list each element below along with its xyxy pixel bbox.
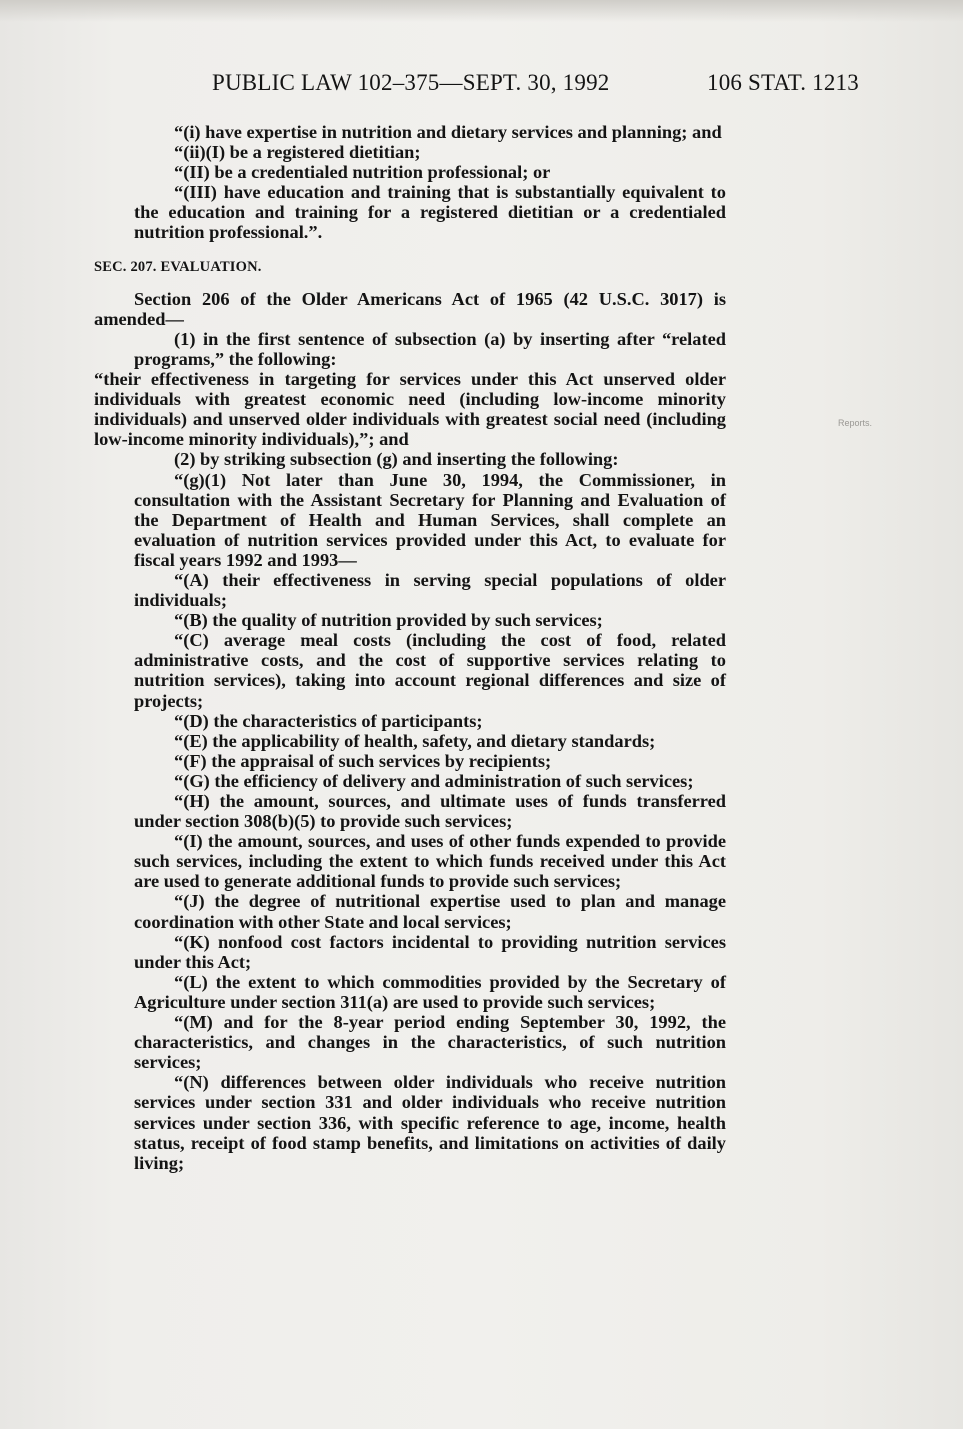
item-L: “(L) the extent to which commodities provided by the Secretary of Agriculture under section 311(a) are used to provide such services;	[134, 971, 726, 1012]
item-K: “(K) nonfood cost factors incidental to providing nutrition services under this Act;	[134, 931, 726, 972]
clause-III: “(III) have education and training that is substantially equivalent to the education and training for a registered dietitian or a credentialed nutrition professional.”.	[134, 182, 726, 243]
clause-II: “(II) be a credentialed nutrition professional; or	[174, 162, 551, 183]
section-heading: SEC. 207. EVALUATION.	[94, 258, 262, 275]
item-M: “(M) and for the 8-year period ending September 30, 1992, the characteristics, and changes in the characteristics, of such nutrition services;	[134, 1012, 726, 1073]
item-B: “(B) the quality of nutrition provided by such services;	[174, 610, 603, 631]
item-E: “(E) the applicability of health, safety, and dietary standards;	[174, 730, 656, 751]
amendment-1: (1) in the first sentence of subsection (a) by inserting after “related programs,” the following:	[134, 328, 726, 369]
item-D: “(D) the characteristics of participants;	[174, 710, 483, 731]
item-J: “(J) the degree of nutritional expertise used to plan and manage coordination with other State and local services;	[134, 891, 726, 932]
item-F: “(F) the appraisal of such services by recipients;	[174, 750, 552, 771]
clause-i: “(i) have expertise in nutrition and dietary services and planning; and	[174, 122, 722, 142]
subsection-g1: “(g)(1) Not later than June 30, 1994, the Commissioner, in consultation with the Assistant Secretary for Planning and Evaluation of the Department of Health and Human Services, shall complete an evaluation of nutrition services provided under this Act, to evaluate for fiscal years 1992 and 1993—	[134, 469, 726, 570]
clause-ii-I: “(ii)(I) be a registered dietitian;	[174, 142, 421, 163]
item-A: “(A) their effectiveness in serving special populations of older individuals;	[134, 569, 726, 611]
item-I: “(I) the amount, sources, and uses of other funds expended to provide such services, including the extent to which funds received under this Act are used to generate additional funds to provide such services;	[134, 831, 726, 892]
inserted-text: “their effectiveness in targeting for services under this Act unserved older individuals with greatest economic need (including low-income minority individuals) and unserved older individuals with greatest social need (including low-income minority individuals),”; and	[94, 369, 726, 450]
document-body	[94, 122, 726, 1173]
header-public-law: PUBLIC LAW 102–375—SEPT. 30, 1992	[212, 70, 610, 95]
item-H: “(H) the amount, sources, and ultimate uses of funds transferred under section 308(b)(5) to provide such services;	[134, 791, 726, 832]
amendment-2: (2) by striking subsection (g) and inserting the following:	[174, 449, 619, 470]
item-G: “(G) the efficiency of delivery and administration of such services;	[174, 770, 694, 791]
section-intro: Section 206 of the Older Americans Act of 1965 (42 U.S.C. 3017) is amended—	[94, 288, 726, 329]
header-stat-page: 106 STAT. 1213	[707, 70, 859, 95]
scan-edge-shadow	[0, 0, 963, 22]
item-N: “(N) differences between older individuals who receive nutrition services under section 331 and older individuals who receive nutrition services under section 336, with specific reference to age, income, health status, receipt of food stamp benefits, and limitations on activities of daily living;	[134, 1072, 726, 1173]
item-C: “(C) average meal costs (including the cost of food, related administrative costs, and the cost of supportive services relating to nutrition services), taking into account regional differences and size of projects;	[134, 630, 726, 711]
margin-note: Reports.	[838, 418, 873, 428]
